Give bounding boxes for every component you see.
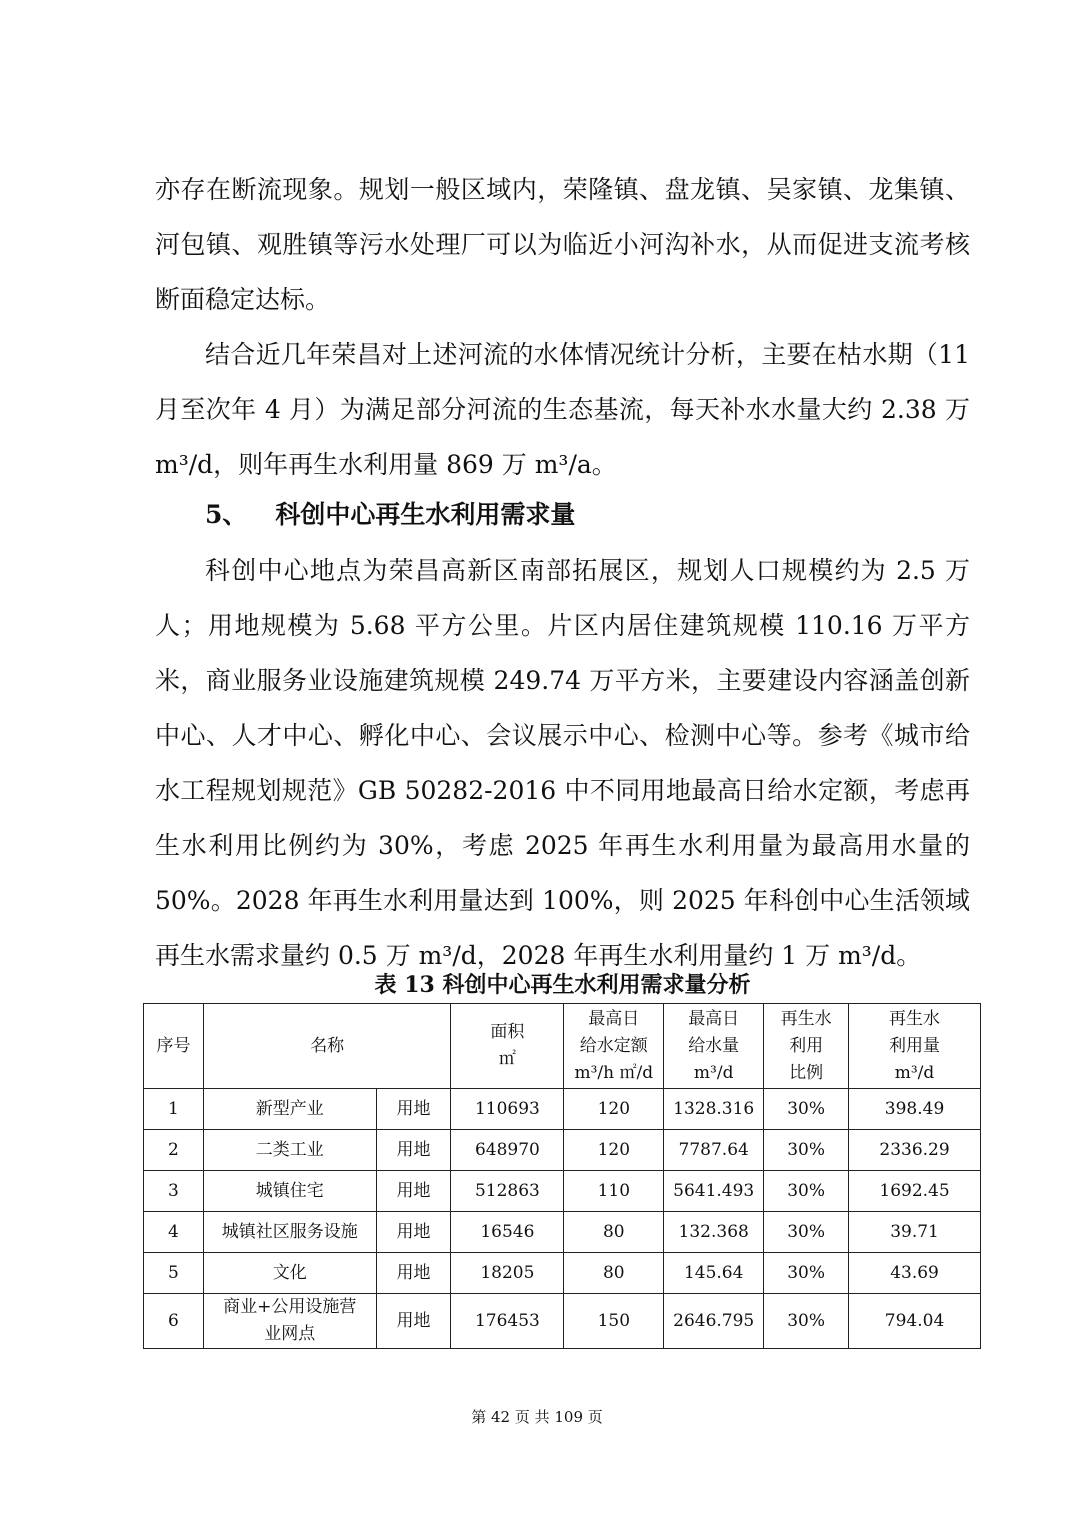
cell-type: 用地 <box>376 1253 451 1294</box>
cell-area: 18205 <box>451 1253 564 1294</box>
table-row <box>144 1130 981 1171</box>
cell-supply: 7787.64 <box>664 1130 764 1171</box>
cell-supply: 1328.316 <box>664 1089 764 1130</box>
cell-type: 用地 <box>376 1130 451 1171</box>
cell-area: 176453 <box>451 1294 564 1349</box>
cell-ratio: 30% <box>764 1212 849 1253</box>
cell-seq: 6 <box>144 1294 204 1349</box>
cell-reuse: 43.69 <box>849 1253 981 1294</box>
page-footer: 第 42 页 共 109 页 <box>471 1408 603 1426</box>
cell-seq: 1 <box>144 1089 204 1130</box>
cell-area: 648970 <box>451 1130 564 1171</box>
table-row <box>144 1294 981 1349</box>
cell-reuse: 1692.45 <box>849 1171 981 1212</box>
paragraph-1: 亦存在断流现象。规划一般区域内，荣隆镇、盘龙镇、吴家镇、龙集镇、河包镇、观胜镇等污水处理厂可以为临近小河沟补水，从而促进支流考核断面稳定达标。 <box>155 175 970 314</box>
cell-quota: 110 <box>564 1171 664 1212</box>
cell-quota: 150 <box>564 1294 664 1349</box>
cell-supply: 132.368 <box>664 1212 764 1253</box>
paragraph-3: 科创中心地点为荣昌高新区南部拓展区，规划人口规模约为 2.5 万人；用地规模为 5.68 平方公里。片区内居住建筑规模 110.16 万平方米，商业服务业设施建筑规模 249.74 万平方米，主要建设内容涵盖创新中心、人才中心、孵化中心、会议展示中心、检测中心等。参考《城市给水工程规划规范》GB 50282-2016 中不同用地最高日给水定额，考虑再生水利用比例约为 30%，考虑 2025 年再生水利用量为最高用水量的 50%。2028 年再生水利用量达到 100%，则 2025 年科创中心生活领域再生水需求量约 0.5 万 m³/d，2028 年再生水利用量约 1 万 m³/d。 <box>155 556 970 970</box>
table-header-row <box>144 1004 981 1089</box>
cell-seq: 4 <box>144 1212 204 1253</box>
cell-quota: 80 <box>564 1212 664 1253</box>
cell-quota: 120 <box>564 1089 664 1130</box>
header-seq: 序号 <box>144 1004 204 1089</box>
data-table <box>143 1003 981 1349</box>
cell-name: 城镇住宅 <box>203 1171 376 1212</box>
cell-name: 新型产业 <box>203 1089 376 1130</box>
header-area: 面积 ㎡ <box>451 1004 564 1089</box>
cell-type: 用地 <box>376 1212 451 1253</box>
cell-reuse: 794.04 <box>849 1294 981 1349</box>
cell-ratio: 30% <box>764 1130 849 1171</box>
cell-supply: 145.64 <box>664 1253 764 1294</box>
cell-reuse: 39.71 <box>849 1212 981 1253</box>
section-heading <box>205 487 575 542</box>
table-row <box>144 1089 981 1130</box>
cell-ratio: 30% <box>764 1171 849 1212</box>
cell-supply: 2646.795 <box>664 1294 764 1349</box>
cell-quota: 80 <box>564 1253 664 1294</box>
cell-area: 512863 <box>451 1171 564 1212</box>
cell-name: 二类工业 <box>203 1130 376 1171</box>
cell-ratio: 30% <box>764 1089 849 1130</box>
header-reuse: 再生水 利用量 m³/d <box>849 1004 981 1089</box>
cell-quota: 120 <box>564 1130 664 1171</box>
table-caption: 表 13 科创中心再生水利用需求量分析 <box>374 972 751 998</box>
cell-seq: 3 <box>144 1171 204 1212</box>
cell-name: 文化 <box>203 1253 376 1294</box>
cell-name: 商业+公用设施营 业网点 <box>203 1294 376 1349</box>
section-number: 5、 <box>205 500 248 529</box>
header-ratio: 再生水 利用 比例 <box>764 1004 849 1089</box>
cell-area: 16546 <box>451 1212 564 1253</box>
header-supply: 最高日 给水量 m³/d <box>664 1004 764 1089</box>
cell-ratio: 30% <box>764 1294 849 1349</box>
cell-reuse: 398.49 <box>849 1089 981 1130</box>
cell-reuse: 2336.29 <box>849 1130 981 1171</box>
section-title: 科创中心再生水利用需求量 <box>275 500 576 529</box>
cell-name: 城镇社区服务设施 <box>203 1212 376 1253</box>
cell-seq: 2 <box>144 1130 204 1171</box>
cell-ratio: 30% <box>764 1253 849 1294</box>
table-row <box>144 1171 981 1212</box>
cell-type: 用地 <box>376 1171 451 1212</box>
cell-area: 110693 <box>451 1089 564 1130</box>
cell-type: 用地 <box>376 1089 451 1130</box>
cell-seq: 5 <box>144 1253 204 1294</box>
paragraph-2: 结合近几年荣昌对上述河流的水体情况统计分析，主要在枯水期（11 月至次年 4 月）为满足部分河流的生态基流，每天补水水量大约 2.38 万 m³/d，则年再生水利用量 869 万 m³/a。 <box>155 340 970 479</box>
cell-type: 用地 <box>376 1294 451 1349</box>
table-row <box>144 1212 981 1253</box>
header-name: 名称 <box>203 1004 451 1089</box>
table-row <box>144 1253 981 1294</box>
cell-supply: 5641.493 <box>664 1171 764 1212</box>
header-quota: 最高日 给水定额 m³/h ㎡/d <box>564 1004 664 1089</box>
